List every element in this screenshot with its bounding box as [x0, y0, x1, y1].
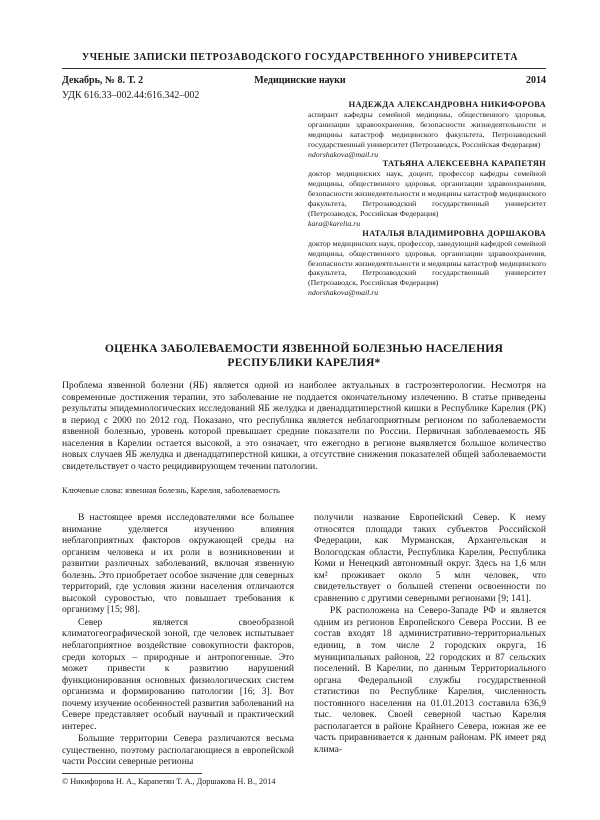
keywords: Ключевые слова: язвенная болезнь, Карелия, заболеваемость	[62, 486, 280, 495]
paragraph: Север является своеобразной климатогеографической зоной, где человек испытывает неблагоприятное воздействие совокупности факторов, среди которых – природные и антропогенные. Это может привести к развитию нарушений функционирования основных физиологических систем организма и формированию патологии [16; 3]. Вот почему изучение особенностей развития заболеваний на Севере представляет особый научный и практический интерес.	[62, 616, 294, 732]
author-1	[308, 100, 546, 159]
paragraph: РК расположена на Северо-Западе РФ и является одним из регионов Европейского Севера России. В ее состав входят 18 административно-территориальных единиц, в том числе 2 городских округа, 16 муниципальных районов, 22 городских и 87 сельских поселений. В Карелии, по данным Территориального органа Федеральной службы государственной статистики по Республике Карелия, численность постоянного населения на 01.01.2013 составила 636,9 тыс. человек. Своей северной частью Карелия располагается в районе Крайнего Севера, южная же ее часть приравнивается к данным районам. РК имеет ряд клима-	[314, 605, 546, 755]
article-title	[62, 342, 546, 370]
author-name: НАТАЛЬЯ ВЛАДИМИРОВНА ДОРШАКОВА	[362, 228, 546, 238]
paragraph: В настоящее время исследователями все большее внимание уделяется изучению влияния неблагоприятных факторов окружающей среды на организм человека и их роли в возникновении и развитии различных заболеваний, включая язвенную болезнь. Это приобретает особое значение для северных территорий, где условия жизни населения отличаются высокой суровостью, что повышает требования к организму [15; 98].	[62, 512, 294, 616]
title-line-2: РЕСПУБЛИКИ КАРЕЛИЯ*	[227, 356, 381, 369]
author-3	[308, 229, 546, 298]
udc-code: УДК 616.33–002.44:616.342–002	[62, 90, 200, 101]
author-name: НАДЕЖДА АЛЕКСАНДРОВНА НИКИФОРОВА	[348, 100, 546, 109]
author-email[interactable]: kara@karelia.ru	[308, 218, 361, 228]
body-left-column	[62, 512, 294, 768]
author-2	[308, 159, 546, 228]
body-right-column	[314, 512, 546, 755]
copyright: © Никифорова Н. А., Карапетян Т. А., Доршакова Н. В., 2014	[62, 777, 276, 786]
author-affiliation: доктор медицинских наук, профессор, заведующий кафедрой семейной медицины, общественного здоровья, организации здравоохранения, безопасности жизнедеятельности и медицины катастроф медицинского факультета, Петрозаводский государственный университет (Петрозаводск, Российская Федерация)	[308, 238, 546, 288]
author-block	[308, 100, 546, 298]
journal-title: УЧЕНЫЕ ЗАПИСКИ ПЕТРОЗАВОДСКОГО ГОСУДАРСТВЕННОГО УНИВЕРСИТЕТА	[81, 52, 519, 63]
section-name: Медицинские науки	[254, 75, 346, 86]
author-affiliation: аспирант кафедры семейной медицины, общественного здоровья, организации здравоохранения, безопасности жизнедеятельности и медицины катастроф медицинского факультета, Петрозаводский государственный университет (Петрозаводск, Российская Федерация)	[308, 109, 546, 149]
author-email[interactable]: ndorshakova@mail.ru	[308, 288, 379, 298]
author-name: ТАТЬЯНА АЛЕКСЕЕВНА КАРАПЕТЯН	[382, 159, 546, 169]
header-rule	[62, 68, 546, 69]
footnote-rule	[62, 773, 202, 774]
year: 2014	[526, 75, 546, 86]
issue-info: Декабрь, № 8. Т. 2	[62, 75, 144, 86]
author-affiliation: доктор медицинских наук, доцент, профессор кафедры семейной медицины, общественного здоровья, организации здравоохранения, безопасности жизнедеятельности и медицины катастроф медицинского факультета, Петрозаводский государственный университет (Петрозаводск, Российская Федерация)	[308, 169, 546, 218]
paragraph: Большие территории Севера различаются весьма существенно, поэтому располагающиеся в европейской части России северные регионы	[62, 733, 294, 768]
paragraph: получили название Европейский Север. К нему относятся площади таких субъектов Российской Федерации, как Мурманская, Архангельская и Вологодская области, Республика Карелия, Республика Коми и Ненецкий автономный округ. Здесь на 1,6 млн км² проживает около 5 млн человек, что свидетельствует о большей степени освоенности по сравнению с другими северными регионами [9; 141].	[314, 512, 546, 604]
abstract: Проблема язвенной болезни (ЯБ) является одной из наиболее актуальных в гастроэнтерологии. Несмотря на современные достижения терапии, это заболевание не поддается окончательному излечению. В статье приведены результаты эпидемиологических исследований ЯБ желудка и двенадцатиперстной кишки в Республике Карелия (РК) в период с 2000 по 2012 год. Показано, что республика является неблагоприятным регионом по заболеваемости язвенной болезнью, уровень которой превышает средние показатели по России. Первичная заболеваемость ЯБ населения в Карелии остается высокой, а это означает, что ежегодно в регионе выявляется большое количество новых случаев ЯБ желудка и двенадцатиперстной кишки, а отсутствие снижения показателей общей заболеваемости свидетельствует о часто рецидивирующем течении патологии.	[62, 380, 546, 472]
author-email[interactable]: ndorshakova@mail.ru	[308, 149, 379, 159]
title-line-1: ОЦЕНКА ЗАБОЛЕВАЕМОСТИ ЯЗВЕННОЙ БОЛЕЗНЬЮ НАСЕЛЕНИЯ	[104, 342, 504, 355]
